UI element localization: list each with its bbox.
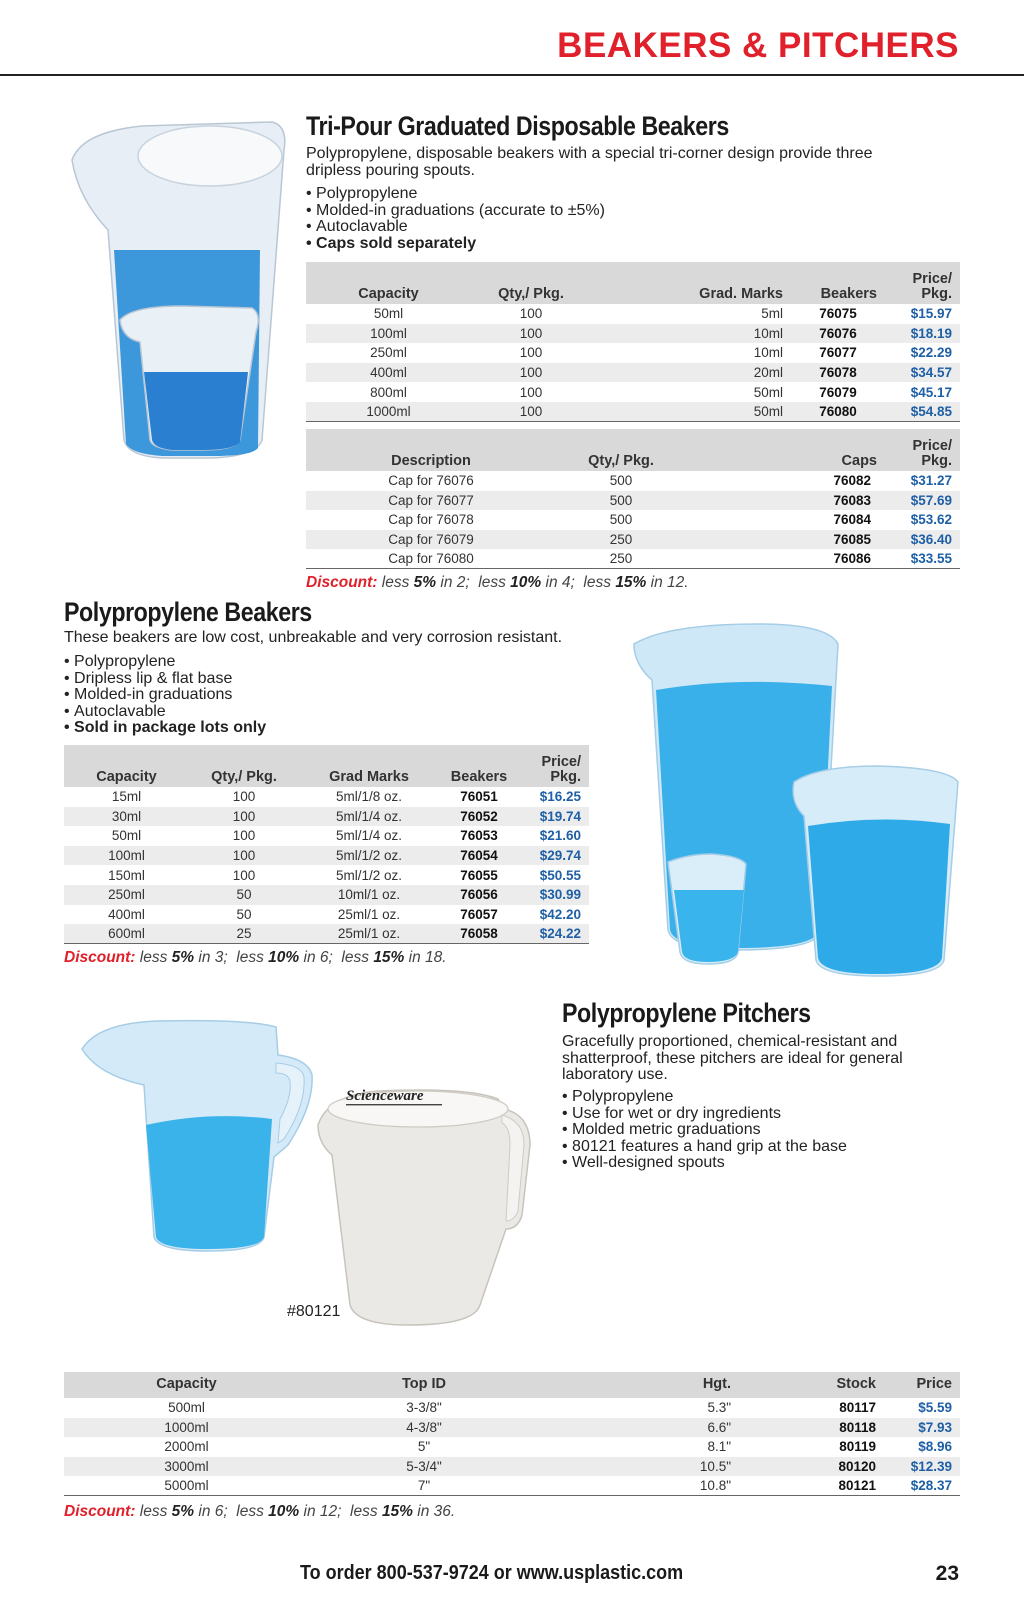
- table-cell: 100: [232, 789, 256, 805]
- column-header: Grad. Marks: [591, 262, 791, 304]
- table-row: [306, 530, 960, 550]
- table-cell: 5ml: [761, 306, 783, 322]
- list-item: • 80121 features a hand grip at the base: [562, 1139, 847, 1156]
- column-header: Price/ Pkg.: [885, 262, 960, 304]
- sku-cell: 80117: [839, 1400, 876, 1416]
- list-item: • Autoclavable: [64, 704, 266, 721]
- sku-cell: 76084: [833, 512, 871, 528]
- tripour-beakers-table: [306, 262, 960, 422]
- pp-beakers-description: These beakers are low cost, unbreakable and very corrosion resistant.: [64, 629, 563, 646]
- table-cell: 150ml: [108, 867, 145, 883]
- table-cell: 10ml/1 oz.: [299, 885, 439, 905]
- table-cell: 15ml: [111, 789, 142, 805]
- price-cell: $16.25: [539, 789, 581, 805]
- table-cell: Cap for 76080: [306, 549, 556, 569]
- sku-cell: 80120: [739, 1457, 884, 1477]
- table-cell: 50ml: [591, 402, 791, 422]
- price-cell: $8.96: [918, 1439, 952, 1455]
- sku-cell: 76079: [819, 384, 857, 400]
- sku-cell: 76075: [819, 306, 857, 322]
- discount-percent: 15%: [615, 574, 647, 591]
- list-item: • Molded-in graduations (accurate to ±5%): [306, 203, 605, 220]
- table-cell: 20ml: [591, 363, 791, 383]
- discount-qty: 36: [433, 1503, 451, 1520]
- table-row: [64, 885, 589, 905]
- sku-cell: 76054: [439, 846, 519, 866]
- column-header: Grad Marks: [299, 745, 439, 787]
- table-cell: 4-3/8": [309, 1418, 539, 1438]
- table-cell: Cap for 76076: [388, 473, 474, 489]
- price-cell: $24.22: [519, 924, 589, 944]
- table-cell: 25ml/1 oz.: [337, 906, 401, 922]
- sku-cell: 76078: [791, 363, 885, 383]
- scienceware-logo: [346, 1084, 456, 1110]
- table-cell: 100: [471, 402, 591, 422]
- table-row: [306, 343, 960, 363]
- pitchers-title: Polypropylene Pitchers: [562, 998, 811, 1028]
- table-cell: 50ml: [373, 306, 404, 322]
- sku-cell: 76086: [686, 549, 885, 569]
- discount-percent: 10%: [268, 949, 300, 966]
- table-cell: 50: [236, 906, 252, 922]
- table-cell: 500: [556, 491, 686, 511]
- table-row: [306, 304, 960, 324]
- table-cell: 30ml: [64, 807, 189, 827]
- price-cell: $19.74: [519, 807, 589, 827]
- table-cell: Cap for 76079: [306, 530, 556, 550]
- sku-cell: 76085: [686, 530, 885, 550]
- sku-cell: 80119: [839, 1439, 876, 1455]
- svg-text:Scienceware: Scienceware: [346, 1088, 424, 1104]
- list-item: • Molded-in graduations: [64, 687, 266, 704]
- table-cell: 100: [519, 384, 543, 400]
- table-cell: 6.6": [539, 1418, 739, 1438]
- table-cell: 5.3": [707, 1400, 731, 1416]
- table-cell: 50ml: [111, 828, 142, 844]
- sku-cell: 76053: [460, 828, 498, 844]
- column-header: Capacity: [64, 745, 189, 787]
- table-cell: 10.5": [539, 1457, 739, 1477]
- sku-cell: 76082: [833, 473, 871, 489]
- table-cell: 25: [189, 924, 299, 944]
- table-cell: 8.1": [707, 1439, 731, 1455]
- discount-percent: 5%: [413, 574, 437, 591]
- sku-cell: 76056: [439, 885, 519, 905]
- table-cell: 250: [556, 549, 686, 569]
- sku-cell: 80121: [739, 1476, 884, 1496]
- discount-percent: 15%: [381, 1503, 413, 1520]
- column-header: Price/ Pkg.: [519, 745, 589, 787]
- table-row: [64, 846, 589, 866]
- column-header: Caps: [686, 429, 885, 471]
- discount-percent: 5%: [171, 949, 195, 966]
- price-cell: $33.55: [885, 549, 960, 569]
- column-header: Price/ Pkg.: [885, 429, 960, 471]
- sku-cell: 76076: [791, 324, 885, 344]
- discount-label: Discount:: [64, 949, 136, 966]
- table-cell: 7": [309, 1476, 539, 1496]
- table-row: [64, 787, 589, 807]
- table-cell: 100: [232, 867, 256, 883]
- column-header: Hgt.: [539, 1372, 739, 1398]
- price-cell: $36.40: [885, 530, 960, 550]
- price-cell: $7.93: [884, 1418, 960, 1438]
- price-cell: $54.85: [885, 402, 960, 422]
- table-row: [64, 865, 589, 885]
- tripour-title: Tri-Pour Graduated Disposable Beakers: [306, 111, 729, 141]
- column-header: Qty,/ Pkg.: [556, 429, 686, 471]
- price-cell: $34.57: [885, 363, 960, 383]
- column-header: Stock: [739, 1372, 884, 1398]
- table-row: [64, 1437, 960, 1457]
- list-item: • Use for wet or dry ingredients: [562, 1106, 847, 1123]
- column-header: Description: [306, 429, 556, 471]
- table-cell: 10ml: [591, 324, 791, 344]
- table-cell: 3000ml: [64, 1457, 309, 1477]
- table-cell: 250: [556, 530, 686, 550]
- tripour-description: Polypropylene, disposable beakers with a special tri-corner design provide three dripless pouring spouts.: [306, 145, 873, 179]
- price-cell: $21.60: [539, 828, 581, 844]
- pitchers-table: [64, 1372, 960, 1496]
- price-cell: $28.37: [884, 1476, 960, 1496]
- list-item: • Dripless lip & flat base: [64, 671, 266, 688]
- discount-qty: 3: [214, 949, 224, 966]
- sku-cell: 76080: [791, 402, 885, 422]
- sku-cell: 76083: [686, 491, 885, 511]
- table-cell: 600ml: [64, 924, 189, 944]
- table-cell: 400ml: [306, 363, 471, 383]
- price-cell: $53.62: [910, 512, 952, 528]
- table-cell: 100: [232, 828, 256, 844]
- list-item: • Well-designed spouts: [562, 1155, 847, 1172]
- sku-cell: 76052: [439, 807, 519, 827]
- table-cell: 100: [471, 363, 591, 383]
- table-row: [306, 402, 960, 422]
- pp-beakers-title: Polypropylene Beakers: [64, 597, 312, 627]
- discount-qty: 12: [319, 1503, 338, 1520]
- column-header: Qty,/ Pkg.: [189, 745, 299, 787]
- sku-cell: 76055: [460, 867, 498, 883]
- column-header: Qty,/ Pkg.: [471, 262, 591, 304]
- sku-cell: 76058: [439, 924, 519, 944]
- table-cell: 10.8": [539, 1476, 739, 1496]
- table-cell: 100: [189, 846, 299, 866]
- discount-label: Discount:: [64, 1503, 136, 1520]
- page-title: BEAKERS & PITCHERS: [557, 26, 959, 65]
- pp-beakers-discount: Discount: less 5% in 3; less 10% in 6; less 15% in 18.: [64, 949, 447, 966]
- list-item: • Polypropylene: [562, 1089, 847, 1106]
- table-cell: 5-3/4": [309, 1457, 539, 1477]
- sku-cell: 76057: [460, 906, 498, 922]
- tripour-beakers-image: [62, 110, 292, 470]
- sku-cell: 80118: [739, 1418, 884, 1438]
- table-cell: Cap for 76078: [388, 512, 474, 528]
- price-cell: $5.59: [918, 1400, 952, 1416]
- table-row: [64, 807, 589, 827]
- discount-qty: 6: [214, 1503, 224, 1520]
- price-cell: $29.74: [519, 846, 589, 866]
- column-header: Price: [884, 1372, 960, 1398]
- price-cell: $50.55: [539, 867, 581, 883]
- pp-beakers-table: [64, 745, 589, 944]
- order-info: To order 800-537-9724 or www.usplastic.com: [300, 1562, 684, 1584]
- table-cell: 100ml: [306, 324, 471, 344]
- table-row: [64, 1398, 960, 1418]
- discount-percent: 10%: [268, 1503, 300, 1520]
- discount-qty: 4: [561, 574, 571, 591]
- table-cell: 1000ml: [64, 1418, 309, 1438]
- table-cell: 5ml/1/4 oz.: [335, 828, 403, 844]
- sku-cell: 76077: [819, 345, 857, 361]
- price-cell: $12.39: [884, 1457, 960, 1477]
- table-cell: 500: [609, 512, 633, 528]
- discount-percent: 5%: [171, 1503, 195, 1520]
- table-cell: 250ml: [64, 885, 189, 905]
- pitchers-description: Gracefully proportioned, chemical-resistant and shatterproof, these pitchers are ideal for general laboratory use.: [562, 1033, 903, 1083]
- table-cell: 100: [519, 345, 543, 361]
- table-cell: 5ml/1/2 oz.: [299, 846, 439, 866]
- table-row: [306, 324, 960, 344]
- price-cell: $42.20: [539, 906, 581, 922]
- table-cell: 100: [189, 807, 299, 827]
- image-callout: #80121: [287, 1303, 341, 1320]
- discount-qty: 2: [456, 574, 466, 591]
- pitchers-discount: Discount: less 5% in 6; less 10% in 12; less 15% in 36.: [64, 1503, 456, 1520]
- table-row: [64, 1476, 960, 1496]
- table-cell: 10ml: [753, 345, 783, 361]
- price-cell: $18.19: [885, 324, 960, 344]
- table-cell: 5ml/1/4 oz.: [299, 807, 439, 827]
- pp-beakers-feature-list: [64, 654, 266, 737]
- pitchers-feature-list: [562, 1089, 847, 1172]
- table-cell: Cap for 76077: [306, 491, 556, 511]
- table-cell: 100: [519, 306, 543, 322]
- price-cell: $45.17: [910, 384, 952, 400]
- column-header: Top ID: [309, 1372, 539, 1398]
- price-cell: $57.69: [885, 491, 960, 511]
- list-item: • Polypropylene: [64, 654, 266, 671]
- table-cell: 500: [609, 473, 633, 489]
- table-row: [306, 549, 960, 569]
- tripour-caps-table: [306, 429, 960, 569]
- table-row: [64, 905, 589, 925]
- column-header: Capacity: [64, 1372, 309, 1398]
- list-item: • Polypropylene: [306, 186, 605, 203]
- sku-cell: 76051: [460, 789, 498, 805]
- table-cell: 5ml/1/2 oz.: [335, 867, 403, 883]
- list-item: • Caps sold separately: [306, 236, 605, 253]
- table-cell: 25ml/1 oz.: [299, 924, 439, 944]
- table-cell: 400ml: [108, 906, 145, 922]
- tripour-feature-list: [306, 186, 605, 252]
- table-cell: 500ml: [168, 1400, 205, 1416]
- price-cell: $22.29: [910, 345, 952, 361]
- column-header: Capacity: [306, 262, 471, 304]
- discount-qty: 6: [319, 949, 329, 966]
- table-row: [306, 510, 960, 530]
- table-row: [306, 471, 960, 491]
- table-row: [64, 826, 589, 846]
- table-row: [306, 382, 960, 402]
- table-cell: 250ml: [370, 345, 407, 361]
- discount-label: Discount:: [306, 574, 378, 591]
- discount-percent: 10%: [510, 574, 542, 591]
- table-cell: 100: [471, 324, 591, 344]
- column-header: Beakers: [439, 745, 519, 787]
- table-cell: 50ml: [753, 384, 783, 400]
- table-cell: 5ml/1/8 oz.: [335, 789, 403, 805]
- header-rule: [0, 74, 1024, 76]
- table-cell: 5": [417, 1439, 431, 1455]
- table-cell: 1000ml: [306, 402, 471, 422]
- table-row: [64, 1457, 960, 1477]
- table-cell: 3-3/8": [406, 1400, 442, 1416]
- table-cell: 100ml: [64, 846, 189, 866]
- tripour-discount: Discount: less 5% in 2; less 10% in 4; less 15% in 12.: [306, 574, 689, 591]
- table-cell: 800ml: [370, 384, 407, 400]
- pp-beakers-image: [628, 620, 968, 990]
- table-cell: 2000ml: [164, 1439, 209, 1455]
- column-header: Beakers: [791, 262, 885, 304]
- table-row: [306, 363, 960, 383]
- list-item: • Autoclavable: [306, 219, 605, 236]
- table-cell: 5000ml: [64, 1476, 309, 1496]
- table-row: [64, 924, 589, 944]
- table-row: [64, 1418, 960, 1438]
- table-cell: 50: [189, 885, 299, 905]
- list-item: • Sold in package lots only: [64, 720, 266, 737]
- price-cell: $15.97: [910, 306, 952, 322]
- page-number: 23: [935, 1562, 959, 1585]
- price-cell: $30.99: [519, 885, 589, 905]
- discount-qty: 18: [425, 949, 443, 966]
- discount-qty: 12: [667, 574, 685, 591]
- price-cell: $31.27: [910, 473, 952, 489]
- table-row: [306, 491, 960, 511]
- list-item: • Molded metric graduations: [562, 1122, 847, 1139]
- discount-percent: 15%: [373, 949, 405, 966]
